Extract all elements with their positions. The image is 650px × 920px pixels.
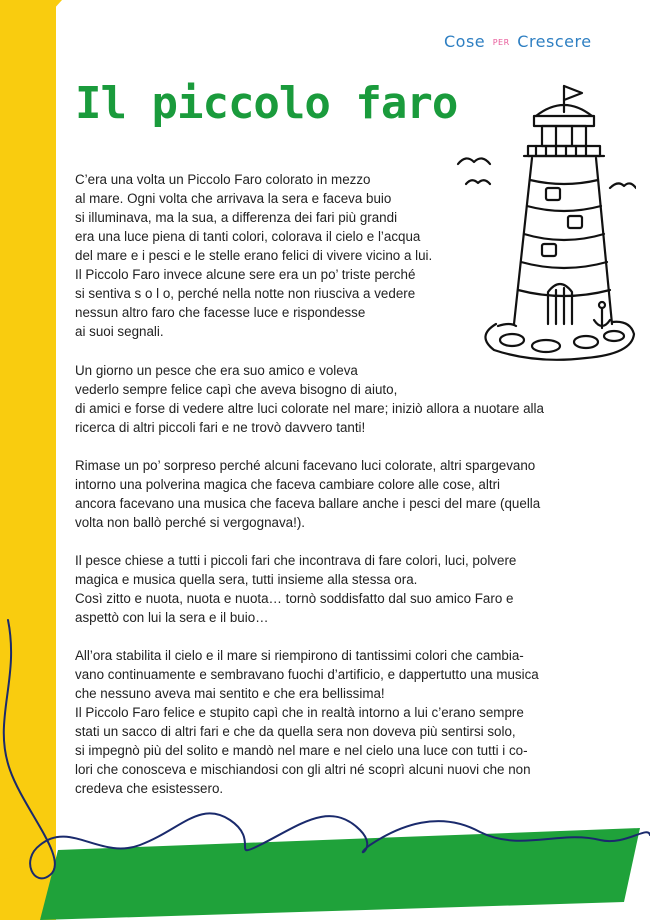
logo-word-crescere: Crescere — [517, 32, 592, 51]
story-text — [75, 170, 575, 798]
paragraph-3: Rimase un po’ sorpreso perché alcuni facevano luci colorate, altri spargevano intorno una polverina magica che faceva cambiare colore alle cose, altri ancora facevano una musica che faceva ballare anche i pesci del mare (quella volta non ballò perché si vergognava!). — [75, 458, 541, 530]
yellow-side-band — [0, 0, 56, 920]
paragraph-4: Il pesce chiese a tutti i piccoli fari che incontrava di fare colori, luci, polvere magica e musica quella sera, tutti insieme alla stessa ora. Così zitto e nuota, nuota e nuota… tornò soddisfatto dal suo amico Faro e aspettò con lui la sera e il buio… — [75, 553, 517, 625]
green-bottom-band — [40, 828, 640, 920]
logo-word-per: PER — [492, 38, 510, 47]
paragraph-1: C’era una volta un Piccolo Faro colorato in mezzo al mare. Ogni volta che arrivava la sera e faceva buio si illuminava, ma la sua, a differenza dei fari più grandi era una luce piena di tanti colori, colorava il cielo e l’acqua del mare e i pesci e le stelle erano felici di vivere vicino a lui. Il Piccolo Faro invece alcune sere era un po’ triste perché si sentiva s o l o, perché nella notte non riusciva a vedere nessun altro faro che facesse luce e rispondesse ai suoi segnali. — [75, 172, 433, 339]
paragraph-5: All’ora stabilita il cielo e il mare si riempirono di tantissimi colori che cambia- vano continuamente e sembravano fuochi d’artificio, e dappertutto una musica che nessuno aveva mai sentito e che era bellissima! Il Piccolo Faro felice e stupito capì che in realtà intorno a lui c’erano sempre stati un sacco di altri fari e che da quella sera non doveva più sentirsi solo, si impegnò più del solito e mandò nel mare e nel cielo una luce con tutti i co- lori che conosceva e mischiandosi con gli altri né scoprì alcuni nuovi che non credeva che esistessero. — [75, 648, 539, 796]
paragraph-2: Un giorno un pesce che era suo amico e voleva vederlo sempre felice capì che aveva bisogno di aiuto, di amici e forse di vedere altre luci colorate nel mare; iniziò allora a nuotare alla ricerca di altri piccoli fari e ne trovò davvero tanti! — [75, 363, 544, 435]
brand-logo — [444, 32, 592, 51]
logo-word-cose: Cose — [444, 32, 486, 51]
page-title: Il piccolo faro — [75, 78, 458, 129]
